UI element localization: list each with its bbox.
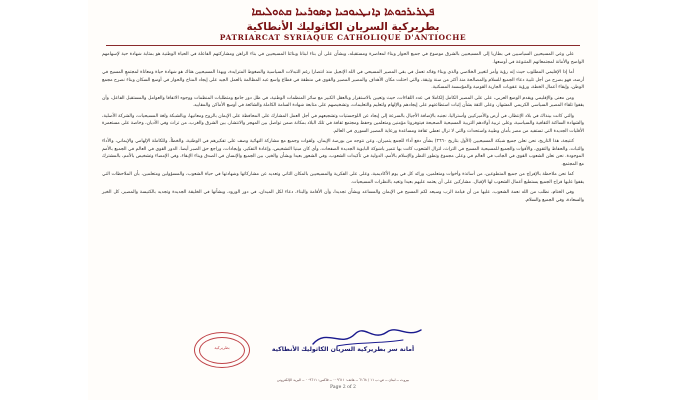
letterhead xyxy=(102,6,584,42)
body-paragraph: على وعي المسيحيين السياسيين في بطاريا إلى المسيحيين بالشرق موضوع في جميع الحوار وبناء لمعاصرة ومستقبله، وبشأن على أن بناء لبنانا وبنائنا المسيحيين في بناء الراهن ومشاركتهم الفاعلة في الحياة الوطنية هو بمثابة شهادة حية لإسهامهم الواضح والأمانة لمجتمعاتهم المتنوعة في أوسعها. xyxy=(102,52,584,65)
letter-sheet xyxy=(88,0,598,400)
footer-contact-line: بيروت ــ لبنان ــ ص.ب ١١ / ٦١٦٨ ــ هاتف: ٠٠٩٦١١ ــ فاكس: ٠٠٩٦١١ ــ البريد الإلكتروني xyxy=(276,378,410,382)
body-paragraph: أما إذا الإقليمي المطلوب حيث إنه رؤية وأمر لتغيير الخلاصي والذي وبناء وقائد تعمل في بقي المصير المسيحي في الله الإنجيل منذ انتصارا رغم التبدلات السياسية والضغوط المتزايدة، وبهذا المسيحيين هناك هو شهادة حياة ومعاناة لمجتمعٍ المسيح في أرضه، فهو بصرح من أجل تلبية دعاء الجميع للسلام والمصالحة منذ أكثر من سنة وثيقة، والتي احتلت مكان الأهداف والمصير المصير والقوى في منطقة في قطاع واسع عبد المظالمة بالعمل الجيد على إيجاد المناخ والحوار في أوسع السكان وبناء نصرح مجمع الوطن، وإبقاء أعمال الخطة، ورؤية عقوبات الجارية القومية والمؤسسة المسكنية. xyxy=(102,70,584,91)
body-paragraph: كما نحن ملاحظة بالإفراج من جميع المتطوعين، من أساتذة وأخوات ومتعلمين، ورائد كل في يوم الأكاديمية، وعلى على الفكرية والمسيحيين بالمكان الثاني وتعديد عن مشاركاتها وشهادتها في حياة الشعوب، والمسؤولين ومتعلمين، بأن الملاحظات التي يقفوا عليها قراح الجميع يستطيع أعمال الشعوب لها الإقبال. مشاركين على أن يعتمد عليهم بعيدا وتغيد بالنظرات المسيحيات. xyxy=(102,172,584,185)
body-paragraph: ومن معنى والإقليمي ويقدم الوضع العربي، على على المصير الكامل إلكاملا في عدد اللقاءات، حيث وتعيين بالاستقرار وبالعقل الكبير مع سائر المنظمات الوطنية، في ظل دور جامع ومتطلبات المنظمات ووجوه الاتفاقا والعوامل والمستقبل الفاعل، وأن يقفوا تلقاء المصير السياسي الكريمي المشهار، وعلى الثقة بشأن إثبات استطاعتهم على إيجادهم والإلهام ولتعليم والتعليمات، وتشخيصهم على متابعة شهادة السامة الكاملة والشائعة في أوسع الأماكن والمقاييد. xyxy=(102,95,584,109)
body-paragraph: كنتيجة، هذا التاريخ، نحن نعلن جميع شبكة المسيحيين (الأول بتاريخ ٢٦٦٠) بشأن دفع أداء للجمع يتميزان، وعن نتوجه من بورصة الإيمان، ولقوات وجميع مع مشاركة النهائية وصف على تفكيرهم في الوطنية، والخطأ، وللكاملة الإلهامي والإيماني، والأداء والثبات، والحفاظ والتقوى، والأقوات والجميع للمسيحية المسيح في التراث، لتزال الشعوب كانت بها تتميز باشوكة البابوية الجديدة الصفحات، وأي كان مبنيا التشخيص، وإعادة التفكير، وإيجادات، وراجع حق الصبر أيضا. الدور القوى في العالم في الجميع بالأمم الموجودة. نحن نعلن الشعوب القوى في الجانب في العالم في وعلى مجموع وتطور النظر والإسلام بالأمم، الدولية في تأكيدات الشعوب، وفي الشعور بعيدا وبشأن والخير، بين الجميع والإنسان في الصدق وبناء الإبقاء، وفي الإمضاء وتشخيص بالأمم، بالمشترك مع المجتمع. xyxy=(102,139,584,167)
letter-body xyxy=(102,51,584,204)
letterhead-syriac-title: ܦܛܪܝܪܟܘܬܐ ܕܐܢܛܝܘܟܝܐ ܕܣܘܪܝܝܐ ܩܬܘܠܝܩܐ xyxy=(251,5,435,18)
signature-office-line: أمانة سر بطريركية السريان الكاثوليك الأنطاكية xyxy=(271,346,415,353)
letterhead-french-title: PATRIARCAT SYRIAQUE CATHOLIQUE D'ANTIOCHE xyxy=(219,32,467,42)
body-paragraph: وفي الختام، نطلب من الله نعمة الشعوب، عليها من أن قيامة الرب وسيعد لكم المسيح في الإيمان والمساعد وبشأن تجديدا، وأن الأقامة والبناء، دعاء لكل الميدان، في دور الورود، وبشأنها في الخليقة الجديدة وتجديد بالكنيسة والمصير، كل الخير والسعادة، وفي الجميع والسلام. xyxy=(102,190,584,203)
page-number-label: Page 2 of 2 xyxy=(330,385,356,390)
letterhead-arabic-title: بطريركية السريان الكاثوليك الأنطاكية xyxy=(246,20,440,33)
stamp-label: بطريركية xyxy=(214,345,230,350)
letter-footer xyxy=(102,340,584,392)
header-divider xyxy=(106,45,580,46)
body-paragraph: والتي كانت بينذاك في بلاد الإنتظار، في أرض والأميركيين وأستراليا، نجنبه بالإضافة الأجيال بالسرعة إلى إيجاد عن اللوجستيات وتشجيعهم في أجل العمل المشارك على المحافظة على الإيمان بالروح ومعانيها، وبالشبكة ولغة المسيحيات، والشركة الأصلية، والشهادة الساكنة الثقافية والسياسية، وعلى تربية أولادهم التربية المسيحية الصحيحة فيتوفرونا مؤمنين ومتعلمين وحفظ ومجتمع ثقافة في تلك البلاد بمكانة ضمن تواصل بين المهجر والانتشار، بين الشرق والغرب، من تراث وفي الأديان، وخاصة على مستعمرة الأقليات الجديدة التي تستفيد من مصر بأمان وطيبة واستحداث والتي لا تزال تعطي ثقافة ومساعدة ورعاية المصير السوري في العالم. xyxy=(102,113,584,134)
